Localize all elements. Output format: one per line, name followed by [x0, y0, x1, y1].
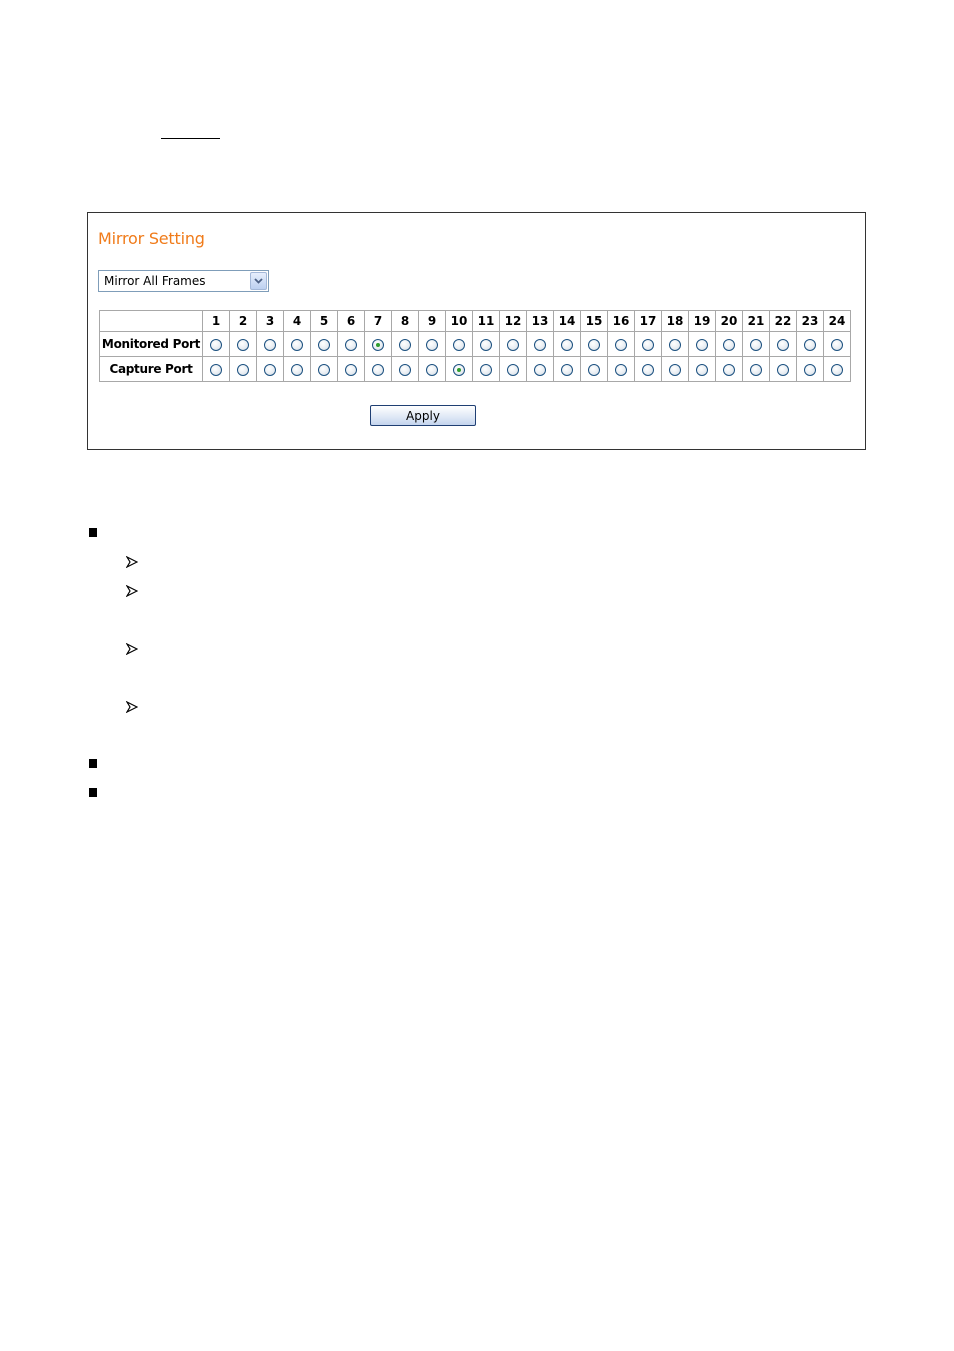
port-radio-button[interactable]	[210, 364, 222, 376]
port-radio-cell	[203, 332, 230, 357]
port-number-header: 11	[473, 311, 500, 332]
port-radio-button[interactable]	[669, 364, 681, 376]
port-number-header: 6	[338, 311, 365, 332]
port-radio-cell	[527, 332, 554, 357]
port-radio-cell	[689, 332, 716, 357]
port-radio-cell	[392, 357, 419, 382]
port-radio-button[interactable]	[372, 339, 384, 351]
port-radio-button[interactable]	[345, 339, 357, 351]
table-row	[100, 357, 851, 382]
port-radio-button[interactable]	[210, 339, 222, 351]
port-number-header: 16	[608, 311, 635, 332]
port-radio-button[interactable]	[345, 364, 357, 376]
port-radio-cell	[716, 332, 743, 357]
port-radio-button[interactable]	[561, 339, 573, 351]
arrow-bullet-icon	[126, 585, 138, 597]
port-radio-cell	[716, 357, 743, 382]
port-radio-button[interactable]	[831, 364, 843, 376]
mirror-mode-select[interactable]	[98, 270, 269, 292]
panel-title: Mirror Setting	[98, 229, 205, 248]
port-number-header: 24	[824, 311, 851, 332]
port-radio-button[interactable]	[696, 364, 708, 376]
port-radio-cell	[743, 357, 770, 382]
mirror-mode-value: Mirror All Frames	[104, 274, 206, 288]
arrow-bullet-icon	[126, 556, 138, 568]
port-number-header: 23	[797, 311, 824, 332]
port-radio-cell	[797, 357, 824, 382]
port-radio-button[interactable]	[588, 364, 600, 376]
port-radio-button[interactable]	[399, 364, 411, 376]
port-number-header: 3	[257, 311, 284, 332]
table-corner-cell	[100, 311, 203, 332]
port-radio-button[interactable]	[723, 339, 735, 351]
port-radio-cell	[500, 332, 527, 357]
port-radio-cell	[338, 357, 365, 382]
square-bullet	[89, 788, 97, 797]
port-radio-cell	[689, 357, 716, 382]
port-radio-button[interactable]	[507, 364, 519, 376]
port-radio-cell	[230, 357, 257, 382]
arrow-bullet-icon	[126, 643, 138, 655]
port-radio-button[interactable]	[534, 364, 546, 376]
port-radio-cell	[419, 332, 446, 357]
port-radio-cell	[257, 357, 284, 382]
port-radio-cell	[635, 357, 662, 382]
port-radio-cell	[257, 332, 284, 357]
port-radio-button[interactable]	[453, 339, 465, 351]
port-radio-button[interactable]	[642, 364, 654, 376]
port-radio-cell	[284, 357, 311, 382]
port-radio-cell	[608, 357, 635, 382]
port-radio-cell	[662, 332, 689, 357]
port-radio-button[interactable]	[372, 364, 384, 376]
port-radio-button[interactable]	[237, 339, 249, 351]
chevron-down-icon[interactable]	[250, 272, 267, 290]
port-number-header: 1	[203, 311, 230, 332]
port-radio-button[interactable]	[615, 339, 627, 351]
port-number-header: 21	[743, 311, 770, 332]
port-radio-cell	[824, 357, 851, 382]
heading-underline	[161, 138, 220, 139]
port-number-header: 13	[527, 311, 554, 332]
port-radio-button[interactable]	[669, 339, 681, 351]
port-radio-cell	[770, 357, 797, 382]
port-radio-button[interactable]	[588, 339, 600, 351]
port-radio-button[interactable]	[291, 339, 303, 351]
port-radio-button[interactable]	[399, 339, 411, 351]
port-radio-cell	[365, 332, 392, 357]
port-radio-button[interactable]	[804, 339, 816, 351]
port-radio-cell	[554, 357, 581, 382]
port-number-header: 4	[284, 311, 311, 332]
port-radio-cell	[554, 332, 581, 357]
port-number-header: 20	[716, 311, 743, 332]
square-bullet	[89, 759, 97, 768]
port-radio-button[interactable]	[831, 339, 843, 351]
port-number-header: 12	[500, 311, 527, 332]
port-radio-cell	[527, 357, 554, 382]
mirror-setting-panel	[87, 212, 866, 450]
row-label: Capture Port	[100, 357, 203, 382]
port-radio-cell	[203, 357, 230, 382]
port-radio-button[interactable]	[264, 364, 276, 376]
port-number-header: 18	[662, 311, 689, 332]
port-radio-button[interactable]	[534, 339, 546, 351]
square-bullet	[89, 528, 97, 537]
port-number-header: 5	[311, 311, 338, 332]
port-number-header: 10	[446, 311, 473, 332]
port-radio-cell	[338, 332, 365, 357]
port-radio-cell	[797, 332, 824, 357]
port-radio-button[interactable]	[723, 364, 735, 376]
port-radio-cell	[446, 357, 473, 382]
port-radio-cell	[662, 357, 689, 382]
port-radio-cell	[419, 357, 446, 382]
port-radio-cell	[284, 332, 311, 357]
apply-button[interactable]: Apply	[370, 405, 476, 426]
port-radio-button[interactable]	[318, 339, 330, 351]
port-header-row	[100, 311, 851, 332]
port-radio-button[interactable]	[264, 339, 276, 351]
port-radio-button[interactable]	[777, 364, 789, 376]
port-radio-button[interactable]	[318, 364, 330, 376]
port-radio-cell	[581, 357, 608, 382]
port-number-header: 14	[554, 311, 581, 332]
port-radio-cell	[608, 332, 635, 357]
port-radio-button[interactable]	[453, 364, 465, 376]
port-radio-cell	[230, 332, 257, 357]
port-radio-button[interactable]	[291, 364, 303, 376]
arrow-bullet-icon	[126, 701, 138, 713]
port-radio-cell	[581, 332, 608, 357]
port-radio-button[interactable]	[480, 339, 492, 351]
port-radio-button[interactable]	[507, 339, 519, 351]
port-radio-button[interactable]	[480, 364, 492, 376]
port-radio-button[interactable]	[642, 339, 654, 351]
port-radio-cell	[500, 357, 527, 382]
port-radio-cell	[473, 357, 500, 382]
port-radio-cell	[446, 332, 473, 357]
port-number-header: 15	[581, 311, 608, 332]
port-radio-button[interactable]	[750, 339, 762, 351]
port-radio-cell	[392, 332, 419, 357]
row-label: Monitored Port	[100, 332, 203, 357]
port-radio-button[interactable]	[696, 339, 708, 351]
port-radio-cell	[635, 332, 662, 357]
port-radio-cell	[824, 332, 851, 357]
port-number-header: 22	[770, 311, 797, 332]
port-number-header: 9	[419, 311, 446, 332]
port-radio-cell	[743, 332, 770, 357]
port-radio-button[interactable]	[237, 364, 249, 376]
port-number-header: 17	[635, 311, 662, 332]
port-radio-cell	[473, 332, 500, 357]
port-radio-button[interactable]	[561, 364, 573, 376]
mirror-ports-table	[99, 310, 851, 382]
port-number-header: 19	[689, 311, 716, 332]
port-radio-button[interactable]	[615, 364, 627, 376]
port-radio-button[interactable]	[804, 364, 816, 376]
port-radio-button[interactable]	[426, 364, 438, 376]
port-number-header: 8	[392, 311, 419, 332]
port-number-header: 7	[365, 311, 392, 332]
port-radio-cell	[770, 332, 797, 357]
port-radio-cell	[311, 357, 338, 382]
port-radio-button[interactable]	[750, 364, 762, 376]
port-radio-button[interactable]	[426, 339, 438, 351]
port-radio-button[interactable]	[777, 339, 789, 351]
port-radio-cell	[365, 357, 392, 382]
table-row	[100, 332, 851, 357]
port-radio-cell	[311, 332, 338, 357]
port-number-header: 2	[230, 311, 257, 332]
